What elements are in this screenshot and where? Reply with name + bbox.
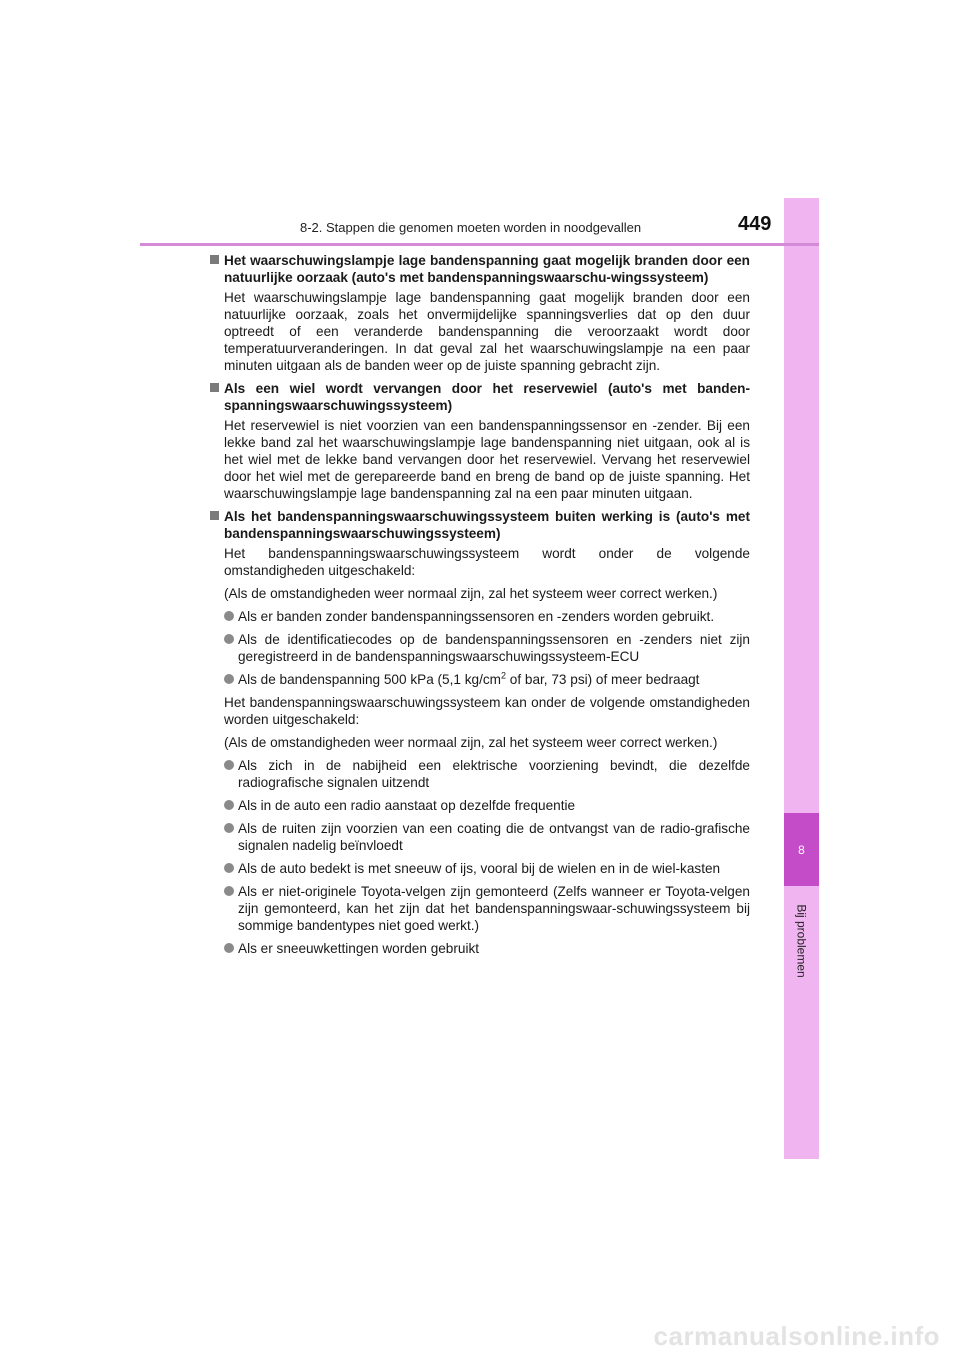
- intro-paragraph: Het bandenspanningswaarschuwingssysteem kan onder de volgende omstandigheden worden uitgeschakeld:: [224, 695, 750, 727]
- chapter-number: 8: [798, 842, 805, 857]
- section-low-pressure-natural-cause: [210, 252, 750, 374]
- list-item-text: Als er niet-originele Toyota-velgen zijn gemonteerd (Zelfs wanneer er Toyota-velgen zijn gemonteerd, kan het zijn dat het bandenspanningswaar-schuwingssysteem bij sommige bandentypes niet goed werkt.): [238, 884, 750, 933]
- list-item-text: Als in de auto een radio aanstaat op dezelfde frequentie: [238, 798, 576, 813]
- round-bullet-icon: [224, 760, 234, 770]
- square-bullet-icon: [210, 511, 219, 520]
- heading-text: Als een wiel wordt vervangen door het reservewiel (auto's met banden-spanningswaarschuwingssysteem): [224, 381, 750, 413]
- chapter-number-tab: [784, 813, 819, 886]
- square-bullet-icon: [210, 383, 219, 392]
- section-title: 8-2. Stappen die genomen moeten worden in noodgevallen: [300, 220, 642, 235]
- round-bullet-icon: [224, 674, 234, 684]
- heading-text: Als het bandenspanningswaarschuwingssysteem buiten werking is (auto's met bandenspanningswaarschuwingssysteem): [224, 509, 750, 541]
- list-item-text: Als zich in de nabijheid een elektrische voorziening bevindt, die dezelfde radiografische signalen uitzendt: [238, 758, 750, 790]
- section-heading: [210, 508, 750, 542]
- list-item: [210, 820, 750, 854]
- heading-text: Het waarschuwingslampje lage bandenspanning gaat mogelijk branden door een natuurlijke oorzaak (auto's met bandenspanningswaarschu-wingssysteem): [224, 253, 750, 285]
- list-item: [210, 671, 750, 688]
- watermark: carmanualsonline.info: [653, 1321, 940, 1351]
- header-divider: [140, 243, 819, 246]
- section-body: Het waarschuwingslampje lage bandenspanning gaat mogelijk branden door een natuurlijke oorzaak, zoals het onvermijdelijke spanningsverlies dat op den duur optreedt of een veranderde bandenspanning die veroorzaakt wordt door temperatuurveranderingen. In dat geval zal het waarschuwingslampje na een paar minuten uitgaan als de banden weer op de juiste spanning gebracht zijn.: [224, 290, 750, 373]
- superscript: 2: [501, 670, 507, 681]
- list-item: [210, 757, 750, 791]
- section-heading: [210, 252, 750, 286]
- page-number: 449: [738, 213, 772, 235]
- section-body: Het reservewiel is niet voorzien van een bandenspanningssensor en -zender. Bij een lekke band zal het waarschuwingslampje lage bandenspanning niet uitgaan, ook al is het wiel met de lekke band vervangen door het reservewiel. Vervang het reservewiel door het wiel met de gerepareerde band en breng de band op de juiste spanning. Het waarschuwingslampje lage bandenspanning zal na een paar minuten uitgaan.: [224, 418, 750, 501]
- round-bullet-icon: [224, 886, 234, 896]
- round-bullet-icon: [224, 634, 234, 644]
- list-item: [210, 608, 750, 625]
- round-bullet-icon: [224, 800, 234, 810]
- intro-paragraph: Het bandenspanningswaarschuwingssysteem wordt onder de volgende omstandigheden uitgeschakeld:: [224, 546, 750, 578]
- note-paragraph: (Als de omstandigheden weer normaal zijn, zal het systeem weer correct werken.): [224, 586, 718, 601]
- list-item: [210, 883, 750, 934]
- list-item: [210, 631, 750, 665]
- section-spare-wheel: [210, 380, 750, 502]
- list-item-text: Als de identificatiecodes op de bandenspanningssensoren en -zenders niet zijn geregistreerd in de bandenspanningswaarschuwingssysteem-ECU: [238, 632, 750, 664]
- round-bullet-icon: [224, 863, 234, 873]
- round-bullet-icon: [224, 611, 234, 621]
- list-item-text: Als er banden zonder bandenspanningssensoren en -zenders worden gebruikt.: [238, 609, 715, 624]
- note-paragraph: (Als de omstandigheden weer normaal zijn, zal het systeem weer correct werken.): [224, 735, 718, 750]
- list-item: [210, 860, 750, 877]
- section-system-malfunction: [210, 508, 750, 957]
- list-item: [210, 940, 750, 957]
- round-bullet-icon: [224, 823, 234, 833]
- list-item-text: Als de auto bedekt is met sneeuw of ijs, vooral bij de wielen en in de wiel-kasten: [238, 861, 721, 876]
- list-item-text: Als de bandenspanning 500 kPa (5,1 kg/cm: [238, 672, 501, 687]
- list-item-text: of bar, 73 psi) of meer bedraagt: [506, 672, 700, 687]
- side-tab-upper: [784, 198, 819, 813]
- page-content: [210, 252, 750, 963]
- list-item-text: Als er sneeuwkettingen worden gebruikt: [238, 941, 480, 956]
- list-item-text: Als de ruiten zijn voorzien van een coating die de ontvangst van de radio-grafische signalen nadelig beïnvloedt: [238, 821, 750, 853]
- chapter-label: Bij problemen: [794, 904, 809, 978]
- square-bullet-icon: [210, 255, 219, 264]
- chapter-label-container: [784, 886, 819, 996]
- list-item: [210, 797, 750, 814]
- section-heading: [210, 380, 750, 414]
- round-bullet-icon: [224, 943, 234, 953]
